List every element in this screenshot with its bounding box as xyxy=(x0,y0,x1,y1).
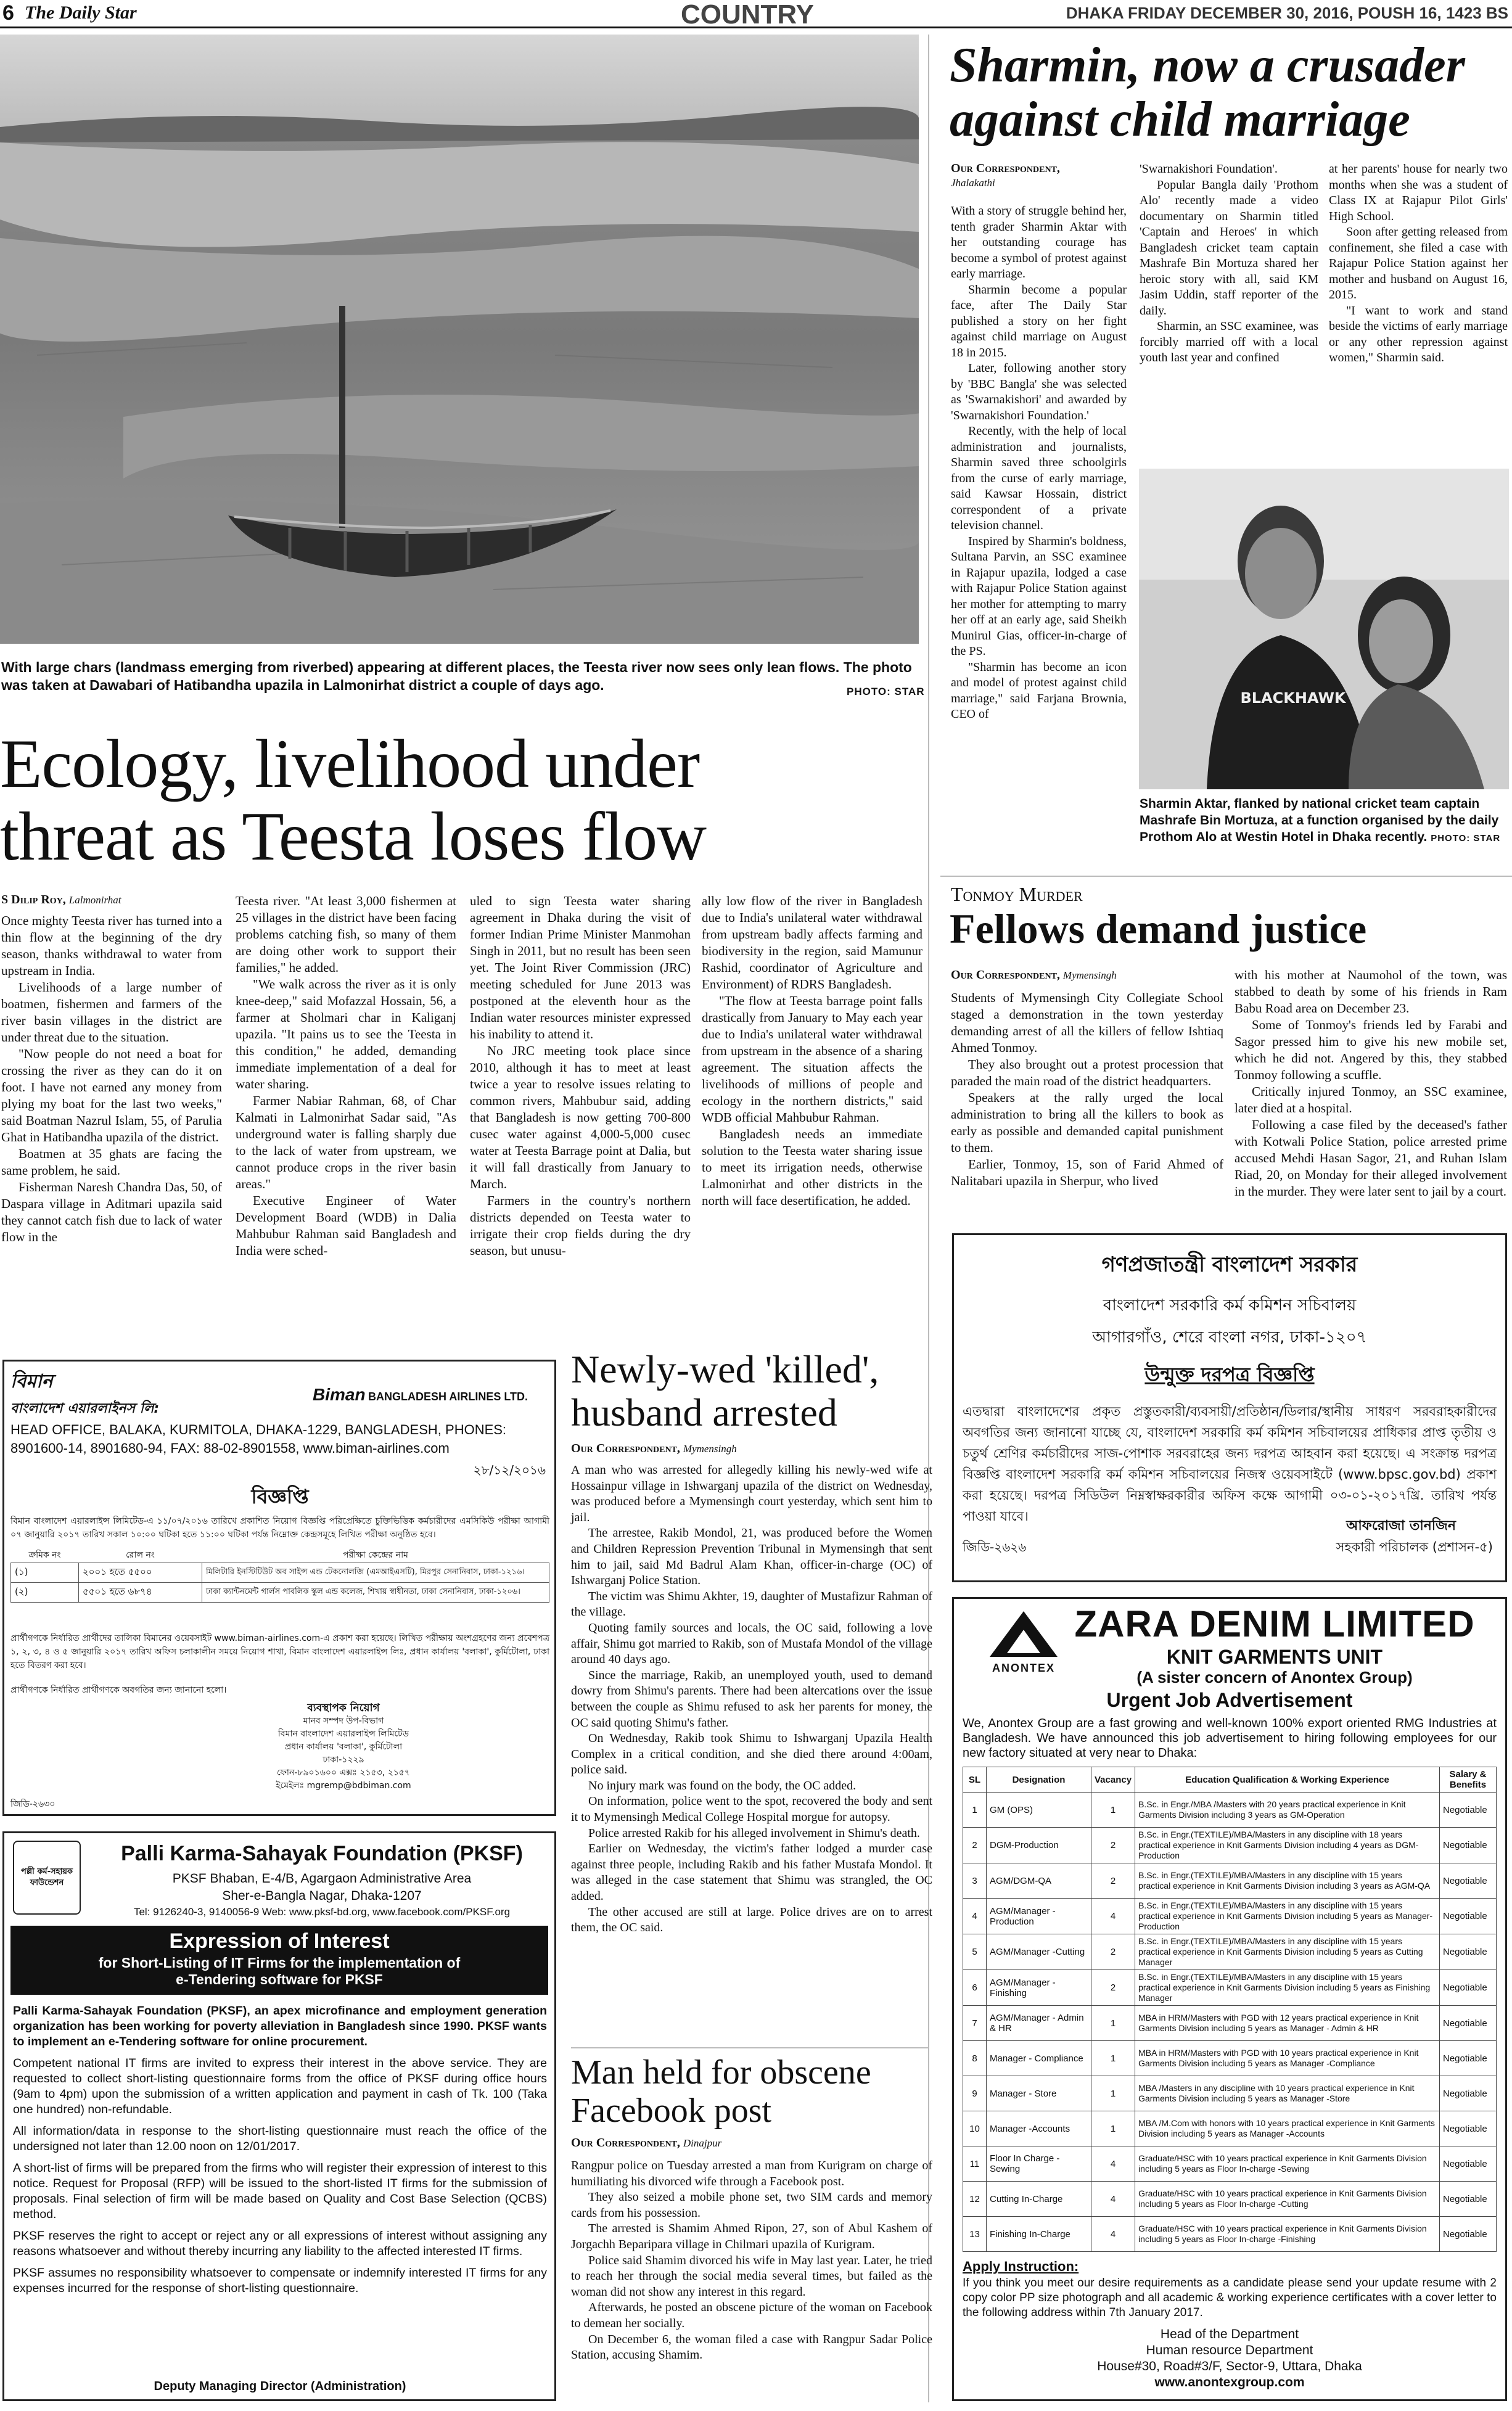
pksf-contact: Tel: 9126240-3, 9140056-9 Web: www.pksf-bd.org, www.facebook.com/PKSF.org xyxy=(133,1906,511,1918)
tonmoy-kicker: Tonmoy Murder xyxy=(951,883,1083,905)
tonmoy-byline xyxy=(951,967,1223,984)
table-row xyxy=(963,1934,1497,1970)
paragraph: "Sharmin has become an icon and model of protest against child marriage," said Farjana Brownia, CEO of xyxy=(951,660,1127,721)
teesta-headline xyxy=(0,728,925,873)
column-header: Education Qualification & Working Experience xyxy=(1135,1767,1440,1793)
page-number: 6 xyxy=(2,1,14,25)
paragraph: PKSF assumes no responsibility whatsoever to compensate or indemnify interested IT firms for any expenses incurred for the response of short-listing questionnaire. xyxy=(13,2266,547,2295)
table-cell: 1 xyxy=(1091,2041,1135,2076)
pksf-band-title: Expression of Interest xyxy=(169,1929,390,1953)
anontex-logo-word: ANONTEX xyxy=(992,1662,1055,1674)
facebook-byline-author: Our Correspondent, xyxy=(571,2136,680,2150)
tonmoy-col-2 xyxy=(1235,967,1507,1200)
tonmoy-byline-place: Mymensingh xyxy=(1062,969,1117,981)
teesta-photo xyxy=(0,35,919,644)
paragraph: Police said Shamim divorced his wife in May last year. Later, he tried to reach her through the social media several times, but failed as the woman did not show any interest in this regard. xyxy=(571,2253,932,2299)
table-cell: 5 xyxy=(963,1934,987,1970)
table-row xyxy=(963,2076,1497,2111)
bpsc-commission-line: বাংলাদেশ সরকারি কর্ম কমিশন সচিবালয় xyxy=(1103,1296,1357,1315)
paragraph: Since the marriage, Rakib, an unemployed youth, used to demand dowry from Shimu's parents. There had been altercations over the issue between the couple as Shimu refused to ask her parents for money, the OC said quoting Shimu's father. xyxy=(571,1668,932,1730)
sharmin-mashrafe-image xyxy=(1139,469,1509,789)
table-cell: MBA /M.Com with honors with 10 years practical experience in Knit Garments Division including 5 years as Manager -Accounts xyxy=(1135,2111,1440,2146)
table-cell: 2 xyxy=(1091,1934,1135,1970)
paragraph: Livelihoods of a large number of boatmen, fishermen and farmers of the river basin villages in the district are under threat due to the situation. xyxy=(1,980,222,1045)
biman-signer-title: ব্যবস্থাপক নিয়োগ xyxy=(307,1702,380,1714)
table-cell: ঢাকা ক্যান্টনমেন্ট গার্লস পাবলিক স্কুল এন্ড কলেজ, শিখায় স্বাধীনতা, ঢাকা সেনানিবাস, ঢাকা-১২০৬। xyxy=(202,1583,549,1603)
paragraph: Bangladesh needs an immediate solution to the Teesta water sharing issue to meet its irrigation needs, otherwise Lalmonirhat and other districts in the north will face desertification, he added. xyxy=(702,1127,922,1208)
paragraph: "I want to work and stand beside the victims of early marriage or any other repression against women," Sharmin said. xyxy=(1329,303,1508,364)
biman-date: ২৮/১২/২০১৬ xyxy=(473,1463,546,1477)
table-cell: Negotiable xyxy=(1440,1828,1497,1863)
table-cell: 2 xyxy=(1091,1828,1135,1863)
pksf-address2: Sher-e-Bangla Nagar, Dhaka-1207 xyxy=(222,1889,422,1903)
pksf-logo-text: পল্লী কর্ম-সহায়ক ফাউন্ডেশন xyxy=(21,1867,73,1887)
sharmin-byline-place: Jhalakathi xyxy=(951,177,995,189)
table-cell: Negotiable xyxy=(1440,2217,1497,2252)
biman-signer-line: ইমেইলঃ mgremp@bdbiman.com xyxy=(276,1781,411,1791)
zara-sister: (A sister concern of Anontex Group) xyxy=(1136,1668,1413,1686)
teesta-col-2 xyxy=(236,893,456,1259)
paragraph: A short-list of firms will be prepared from the firms who will register their expression of interest to this notice. Request for Proposal (RFP) will be issued to the short-listed IT firms for the submission of proposals. Final selection of firm will be made based on Quality and Cost Base Selection (QCBS) method. xyxy=(13,2161,547,2221)
sharmin-col-2 xyxy=(1140,162,1318,366)
table-cell: 1 xyxy=(963,1793,987,1828)
biman-signer-line: প্রধান কার্যালয় 'বলাকা', কুর্মিটোলা xyxy=(284,1742,403,1752)
paragraph: "Now people do not need a boat for crossing the river as they can do it on foot. I have not earned any money from plying my boat for the last two weeks," said Boatman Nazrul Islam, 55, of Parulia Ghat in Hatibandha upazila of the district. xyxy=(1,1046,222,1144)
table-cell: 9 xyxy=(963,2076,987,2111)
bpsc-govt-line: গণপ্রজাতন্ত্রী বাংলাদেশ সরকার xyxy=(1101,1252,1358,1277)
paragraph: Soon after getting released from confinement, she filed a case with Rajapur Police Station against her mother and husband on August 16, 2015. xyxy=(1329,225,1508,302)
table-cell: Negotiable xyxy=(1440,1863,1497,1899)
table-cell: Graduate/HSC with 10 years practical experience in Knit Garments Division including 5 years as Floor In-charge -Finishing xyxy=(1135,2217,1440,2252)
table-cell: 1 xyxy=(1091,2006,1135,2041)
bpsc-notice-title: উন্মুক্ত দরপত্র বিজ্ঞপ্তি xyxy=(1144,1363,1315,1386)
table-row xyxy=(963,2146,1497,2182)
newlywed-byline-author: Our Correspondent, xyxy=(571,1442,680,1455)
newlywed-body xyxy=(571,1463,932,1936)
table-cell: 12 xyxy=(963,2182,987,2217)
table-cell: AGM/Manager - Production xyxy=(987,1899,1091,1934)
paragraph: Sharmin, an SSC examinee, was forcibly married off with a local youth last year and confined xyxy=(1140,319,1318,364)
tonmoy-col-1 xyxy=(951,967,1223,1189)
sharmin-caption-text: Sharmin Aktar, flanked by national cricket team captain Mashrafe Bin Mortuza, at a function organised by the daily Prothom Alo at Westin Hotel in Dhaka recently. xyxy=(1140,797,1499,844)
zara-company: ZARA DENIM LIMITED xyxy=(1074,1603,1475,1645)
table-cell: 10 xyxy=(963,2111,987,2146)
teesta-byline-place: Lalmonirhat xyxy=(68,894,121,906)
pksf-band-sub1: for Short-Listing of IT Firms for the implementation of xyxy=(98,1955,461,1971)
biman-ref: জিডি-২৬৩০ xyxy=(10,1799,55,1809)
zara-ad xyxy=(952,1597,1507,2401)
table-cell: Negotiable xyxy=(1440,1793,1497,1828)
paragraph: Afterwards, he posted an obscene picture of the woman on Facebook to demean her socially. xyxy=(571,2301,932,2330)
table-cell: 7 xyxy=(963,2006,987,2041)
paragraph: Once mighty Teesta river has turned into a thin flow at the beginning of the dry season, thanks withdrawal to water from upstream in India. xyxy=(1,913,222,978)
sharmin-byline-author: Our Correspondent, xyxy=(951,162,1060,175)
table-cell: 13 xyxy=(963,2217,987,2252)
sharmin-photo-caption xyxy=(1140,795,1508,847)
paragraph: ally low flow of the river in Bangladesh due to India's unilateral water withdrawal from upstream badly affects farming and biodiversity in the region, said Mamunur Rashid, coordinator of Agriculture and Environment) of RDRS Bangladesh. xyxy=(702,893,922,992)
table-cell: Cutting In-Charge xyxy=(987,2182,1091,2217)
facebook-body xyxy=(571,2158,932,2364)
paragraph: No JRC meeting took place since 2010, although it has to meet at least twice a year to resolve issues relating to common rivers, Mahbubur said, adding that Bangladesh is now getting 700-800 cusec water against 4,000-5,000 cusec water at Teesta Barrage point at Dalia, but it will fall drastically from January to March. xyxy=(470,1043,691,1191)
table-cell: DGM-Production xyxy=(987,1828,1091,1863)
paragraph: Popular Bangla daily 'Prothom Alo' recently made a video documentary on Sharmin titled 'Captain and Heroes' in which Bangladesh cricket team captain Mashrafe Bin Mortuza shared her heroic story with all, said KM Jasim Uddin, staff reporter of the daily. xyxy=(1140,178,1318,318)
table-cell: MBA /Masters in any discipline with 10 years practical experience in Knit Garments Division including 5 years as Manager -Store xyxy=(1135,2076,1440,2111)
table-row xyxy=(963,2006,1497,2041)
bpsc-ad xyxy=(952,1233,1507,1582)
teesta-photo-caption: With large chars (landmass emerging from riverbed) appearing at different places, the Teesta river now sees only lean flows. The photo was taken at Dawabari of Hatibandha upazila in Lalmonirhat district a couple of days ago. xyxy=(1,659,912,693)
teesta-col-4 xyxy=(702,893,922,1209)
table-row xyxy=(963,2111,1497,2146)
sharmin-headline-line1: Sharmin, now a crusader xyxy=(950,38,1465,92)
column-header: Salary & Benefits xyxy=(1440,1767,1497,1793)
biman-ad xyxy=(2,1360,556,1816)
biman-signer-line: বিমান বাংলাদেশ এয়ারলাইন্স লিমিটেড xyxy=(277,1729,409,1739)
paragraph: Teesta river. "At least 3,000 fishermen at 25 villages in the district have been facing problems catching fish, so many of them are doing other work to support their families," he added. xyxy=(236,893,456,975)
paragraph: Earlier on Wednesday, the victim's father lodged a murder case against three people, including Rakib and his father Mustafa Mondol. It was alleged in the case statement that Shimu was strangled, the OC added. xyxy=(571,1842,932,1904)
table-cell: Floor In Charge - Sewing xyxy=(987,2146,1091,2182)
paragraph: On December 6, the woman filed a case with Rangpur Sadar Police Station, accusing Shamim. xyxy=(571,2332,932,2362)
table-cell: Manager - Compliance xyxy=(987,2041,1091,2076)
column-header: রোল নং xyxy=(126,1550,155,1560)
section-divider xyxy=(571,2047,929,2048)
table-cell: 4 xyxy=(1091,1899,1135,1934)
table-cell: Negotiable xyxy=(1440,2111,1497,2146)
pksf-signer: Deputy Managing Director (Administration) xyxy=(154,2380,406,2393)
facebook-headline-line2: Facebook post xyxy=(571,2092,772,2130)
pksf-band-sub2: e-Tendering software for PKSF xyxy=(176,1971,383,1987)
sharmin-headline-line2: against child marriage xyxy=(950,92,1410,147)
zara-apply-text: If you think you meet our desire requirements as a candidate please send your update resume with 2 copy color PP size photograph and all academic & working experience certificates with a cover letter to the following address within 7th January 2017. xyxy=(963,2277,1497,2319)
biman-logo-word: Biman xyxy=(313,1385,366,1404)
paragraph: Speakers at the rally urged the local administration to bring all the killers to book as early as possible and demanded capital punishment to them. xyxy=(951,1090,1223,1155)
teesta-headline-line2: threat as Teesta loses flow xyxy=(0,799,706,875)
paragraph: Farmers in the country's northern districts depended on Teesta water to irrigate their crop fields during the dry season, but unusu- xyxy=(470,1193,691,1258)
table-cell: Negotiable xyxy=(1440,2006,1497,2041)
paragraph: Police arrested Rakib for his alleged involvement in Shimu's death. xyxy=(588,1826,920,1840)
biman-signer-line: মানব সম্পদ উপ-বিভাগ xyxy=(303,1716,384,1726)
paragraph: PKSF reserves the right to accept or reject any or all expressions of interest without assigning any reasons whatsoever and without thereby incurring any liability to the affected interested IT firms. xyxy=(13,2229,547,2258)
paragraph: Inspired by Sharmin's boldness, Sultana Parvin, an SSC examinee in Rajapur upazila, lodged a case with Rajapur Police Station against her mother for attempting to marry her off at an early age, said Sheikh Munirul Gias, officer-in-charge of the PS. xyxy=(951,534,1127,658)
pksf-logo xyxy=(13,1841,81,1915)
paragraph: On Wednesday, Rakib took Shimu to Ishwarganj Upazila Health Complex in a critical condition, and she died there around 4:00am, police said. xyxy=(571,1731,932,1777)
table-row xyxy=(963,2182,1497,2217)
paragraph: The victim was Shimu Akhter, 19, daughter of Mustafizur Rahman of the village. xyxy=(571,1589,932,1619)
table-cell: AGM/Manager -Finishing xyxy=(987,1970,1091,2006)
table-cell: ২০০১ হতে ৫৫০০ xyxy=(79,1563,202,1583)
paragraph: Students of Mymensingh City Collegiate School staged a demonstration in the town yesterday demanding arrest of all the killers of fellow Ishtiaq Ahmed Tonmoy. xyxy=(951,990,1223,1055)
paragraph: 'Swarnakishori Foundation'. xyxy=(1140,162,1278,176)
table-cell: Negotiable xyxy=(1440,2182,1497,2217)
paragraph: Critically injured Tonmoy, an SSC examinee, later died at a hospital. xyxy=(1235,1084,1507,1115)
pksf-ad xyxy=(2,1831,556,2401)
table-cell: AGM/Manager -Cutting xyxy=(987,1934,1091,1970)
zara-urgent: Urgent Job Advertisement xyxy=(1106,1689,1353,1711)
biman-address: HEAD OFFICE, BALAKA, KURMITOLA, DHAKA-1229, BANGLADESH, PHONES: 8901600-14, 8901680-94, FAX: 88-02-8901558, www.biman-airlines.com xyxy=(10,1422,507,1456)
biman-notice-title: বিজ্ঞপ্তি xyxy=(251,1485,309,1508)
table-cell: Graduate/HSC with 10 years practical experience in Knit Garments Division including 5 years as Floor In-charge -Cutting xyxy=(1135,2182,1440,2217)
sharmin-col-1 xyxy=(951,203,1127,723)
sharmin-photo-credit: PHOTO: STAR xyxy=(1431,833,1501,844)
zara-contact-web: www.anontexgroup.com xyxy=(1154,2375,1305,2389)
table-cell: 4 xyxy=(1091,2217,1135,2252)
pksf-title-band xyxy=(10,1926,548,1995)
table-cell: Negotiable xyxy=(1440,1899,1497,1934)
table-cell: (১) xyxy=(11,1563,79,1583)
table-cell: MBA in HRM/Masters with PGD with 12 years practical experience in Knit Garments Division including 5 years as Manager - Admin & HR xyxy=(1135,2006,1440,2041)
facebook-byline-place: Dinajpur xyxy=(683,2137,722,2149)
masthead xyxy=(0,0,1512,28)
paragraph: Later, following another story by 'BBC Bangla' she was selected as 'Swarnakishori' and awarded by 'Swarnakishori Foundation.' xyxy=(951,361,1127,422)
table-cell: 1 xyxy=(1091,1793,1135,1828)
shirt-text: BLACKHAWK xyxy=(1240,689,1346,707)
paragraph: uled to sign Teesta water sharing agreement in Dhaka during the visit of former Indian Prime Minister Manmohan Singh in 2011, but no result has been seen yet. The Joint River Commission (JRC) meeting scheduled for June 2013 was postponed at the eleventh hour as the Indian water resources minister expressed his inability to attend it. xyxy=(470,893,691,1041)
biman-logo xyxy=(10,1366,159,1421)
table-cell: 1 xyxy=(1091,2076,1135,2111)
table-cell: 6 xyxy=(963,1970,987,2006)
table-cell: AGM/Manager - Admin & HR xyxy=(987,2006,1091,2041)
paragraph: They also brought out a protest procession that paraded the main road of the district headquarters. xyxy=(951,1057,1223,1088)
table-cell: B.Sc. in Engr./MBA /Masters with 20 years practical experience in Knit Garments Division including 3 years as GM-Operation xyxy=(1135,1793,1440,1828)
table-row xyxy=(963,1828,1497,1863)
zara-contact-line2: Human resource Department xyxy=(1146,2343,1313,2357)
section-divider xyxy=(940,876,1512,877)
paragraph: Rangpur police on Tuesday arrested a man from Kurigram on charge of humiliating his divorced wife through a Facebook post. xyxy=(571,2159,932,2188)
sharmin-col-3 xyxy=(1329,162,1508,366)
column-header: ক্রমিক নং xyxy=(28,1550,61,1560)
column-header: SL xyxy=(963,1767,987,1793)
tonmoy-headline: Fellows demand justice xyxy=(950,905,1367,952)
table-cell: B.Sc. in Engr.(TEXTILE)/MBA/Masters in any discipline with 15 years practical experience in Knit Garments Division including 3 years as AGM-QA xyxy=(1135,1863,1440,1899)
paragraph: Sharmin become a popular face, after The Daily Star published a story on her fight against child marriage on August 18 in 2015. xyxy=(951,282,1127,359)
teesta-byline-author: S Dilip Roy, xyxy=(1,893,66,906)
paragraph: "The flow at Teesta barrage point falls drastically from January to May each year due to India's unilateral water withdrawal from upstream in the absence of a sharing agreement. The situation affects the livelihoods of millions of people and ecology in the northern districts," said WDB official Mahbubur Rahman. xyxy=(702,993,922,1125)
paragraph: Fisherman Naresh Chandra Das, 50, of Daspara village in Aditmari upazila said they cannot catch fish due to lack of water flow in the xyxy=(1,1180,222,1244)
table-cell: 8 xyxy=(963,2041,987,2076)
section-name: COUNTRY xyxy=(681,0,814,30)
biman-body3: প্রার্থীগণকে নির্ধারিত প্রার্থীগণকে অবগতির জন্য জানানো হলো। xyxy=(10,1685,227,1695)
paragraph: The other accused are still at large. Police drives are on to arrest them, the OC said. xyxy=(571,1905,932,1935)
biman-logo-bn: বিমান xyxy=(10,1371,53,1392)
teesta-headline-line1: Ecology, livelihood under xyxy=(0,726,700,802)
paragraph: The arrestee, Rakib Mondol, 21, was produced before the Women and Children Repression Prevention Tribunal in Mymensingh that sent him to jail, said Md Badrul Alam Khan, officer-in-charge (OC) of Ishwarganj Police Station. xyxy=(571,1526,932,1588)
dateline: DHAKA FRIDAY DECEMBER 30, 2016, POUSH 16, 1423 BS xyxy=(1066,4,1508,22)
paragraph: They also seized a mobile phone set, two SIM cards and memory cards from his possession. xyxy=(571,2190,932,2220)
biman-logo-sub: BANGLADESH AIRLINES LTD. xyxy=(368,1390,528,1403)
newlywed-headline-line1: Newly-wed 'killed', xyxy=(571,1347,879,1391)
table-header-row xyxy=(11,1548,549,1563)
table-row xyxy=(11,1583,549,1603)
sharmin-photo xyxy=(1139,469,1509,789)
table-row xyxy=(963,1970,1497,2006)
bpsc-signer-name: আফরোজা তানজিন xyxy=(1346,1518,1456,1534)
table-header-row xyxy=(963,1767,1497,1793)
zara-jobs-table xyxy=(963,1767,1497,2252)
table-cell: 4 xyxy=(1091,2182,1135,2217)
table-row xyxy=(963,1863,1497,1899)
biman-logo-bn2: বাংলাদেশ এয়ারলাইনস লি: xyxy=(10,1401,160,1416)
pksf-address1: PKSF Bhaban, E-4/B, Agargaon Administrative Area xyxy=(172,1871,472,1886)
table-cell: 2 xyxy=(1091,1863,1135,1899)
sharmin-byline xyxy=(951,162,1124,190)
table-cell: Manager -Accounts xyxy=(987,2111,1091,2146)
paragraph: with his mother at Naumohol of the town, was stabbed to death by some of his friends in Ram Babu Road area on December 23. xyxy=(1235,967,1507,1016)
paragraph: A man who was arrested for allegedly killing his newly-wed wife at Hossainpur village in Ishwarganj upazila of the district on Wednesday, was produced before a Mymensingh court yesterday, which sent him to jail. xyxy=(571,1463,932,1524)
paragraph: Following a case filed by the deceased's father with Kotwali Police Station, police arrested prime accused Mehdi Hasan Sagor, 21, and Ruhan Islam Riad, 20, on Monday for their alleged involvement in the murder. They were later sent to jail by a court. xyxy=(1235,1117,1507,1199)
paragraph: Competent national IT firms are invited to express their interest in the above service. They are requested to collect short-listing questionnaire forms from the office of PKSF during office hours (9am to 4pm) upon the submission of a written application and payment in cash of Tk. 100 (Taka one hundred) non-refundable. xyxy=(13,2056,547,2116)
facebook-headline-line1: Man held for obscene xyxy=(571,2053,871,2092)
table-cell: 4 xyxy=(963,1899,987,1934)
biman-body1: বিমান বাংলাদেশ এয়ারলাইন্স লিমিটেড-এ ১১/০৭/২০১৬ তারিখে প্রকাশিত নিয়োগ বিজ্ঞপ্তি পরিপ্রেক্ষিতে চুক্তিভিত্তিক কর্মচারীদের এমসিকিউ পরীক্ষা আগামী ০৭ জানুয়ারি ২০১৭ তারিখ সকাল ১০:০০ ঘটিকা হতে ১১:০০ ঘটিকা পর্যন্ত নিম্নোক্ত কেন্দ্রসমূহে লিখিত পরীক্ষা অনুষ্ঠিত হবে। xyxy=(10,1516,549,1540)
column-header: পরীক্ষা কেন্দ্রের নাম xyxy=(343,1550,408,1560)
newlywed-headline xyxy=(571,1348,929,1434)
biman-body2: প্রার্থীগণকে নির্ধারিত প্রার্থীদের তালিকা বিমানের ওয়েবসাইট www.biman-airlines.com-এ প্রকাশ করা হয়েছে। লিখিত পরীক্ষায় অংশগ্রহণের জন্য প্রবেশপত্র ১, ২, ৩, ৪ ও ৫ জানুয়ারি ২০১৭ তারিখ অফিস চলাকালীন সময়ে নিয়োগ শাখা, বিমান বাংলাদেশ এয়ারলাইন্স লিঃ, প্রধান কার্যালয় 'বলাকা', কুর্মিটোলা, ঢাকা হতে বিতরণ করা হবে। xyxy=(10,1633,549,1670)
table-cell: 3 xyxy=(963,1863,987,1899)
paragraph: at her parents' house for nearly two months when she was a student of Class IX at Rajapur Pilot Girls' High School. xyxy=(1329,162,1508,223)
table-cell: B.Sc. in Engr.(TEXTILE)/MBA/Masters in any discipline with 15 years practical experience in Knit Garments Division including 5 years as Manager-Production xyxy=(1135,1899,1440,1934)
paragraph: Recently, with the help of local administration and journalists, Sharmin saved three schoolgirls from the curse of early marriage, said Kawsar Hossain, district correspondent of a private television channel. xyxy=(951,424,1127,532)
table-cell: Negotiable xyxy=(1440,1970,1497,2006)
paragraph: Farmer Nabiar Rahman, 68, of Char Kalmati in Lalmonirhat Sadar said, "As underground water is falling sharply due to the lack of water from upstream, we cannot produce crops in the river basin areas." xyxy=(236,1093,456,1191)
biman-signer-line: ঢাকা-১২২৯ xyxy=(323,1755,364,1765)
newlywed-headline-line2: husband arrested xyxy=(571,1390,837,1434)
paragraph: Boatmen at 35 ghats are facing the same problem, he said. xyxy=(1,1146,222,1178)
table-row xyxy=(11,1563,549,1583)
table-cell: MBA in HRM/Masters with PGD with 10 years practical experience in Knit Garments Division including 5 years as Manager -Compliance xyxy=(1135,2041,1440,2076)
pksf-body xyxy=(13,2003,547,2296)
biman-center-table xyxy=(10,1548,549,1603)
biman-signer-line: ফোন-৮৯০১৬০০ এক্সঃ ২১৫৩, ২১৫৭ xyxy=(277,1768,410,1778)
paragraph: Some of Tonmoy's friends led by Farabi and Sagor pressed him to give his new mobile set, which he did not. Angered by this, they stabbed Tonmoy following a scuffle. xyxy=(1235,1017,1507,1082)
paper-name: The Daily Star xyxy=(25,2,137,23)
biman-signer xyxy=(232,1702,454,1793)
table-cell: Finishing In-Charge xyxy=(987,2217,1091,2252)
paragraph: On information, police went to the spot, recovered the body and sent it to Mymensingh Medical College Hospital morgue for autopsy. xyxy=(571,1794,932,1825)
table-row xyxy=(963,1793,1497,1828)
table-cell: GM (OPS) xyxy=(987,1793,1091,1828)
table-cell: Negotiable xyxy=(1440,2076,1497,2111)
facebook-byline xyxy=(571,2136,721,2150)
river-boat-image xyxy=(0,35,919,644)
teesta-byline xyxy=(1,893,121,907)
biman-logo-en xyxy=(313,1385,528,1405)
paragraph: With a story of struggle behind her, tenth grader Sharmin Aktar with her outstanding courage has become a symbol of protest against early marriage. xyxy=(951,204,1127,281)
paragraph: Executive Engineer of Water Development Board (WDB) in Dalia Mahbubur Rahman said Bangladesh and India were sched- xyxy=(236,1193,456,1258)
table-cell: 11 xyxy=(963,2146,987,2182)
table-cell: 1 xyxy=(1091,2111,1135,2146)
paragraph: Palli Karma-Sahayak Foundation (PKSF), an apex microfinance and employment generation organization has been working for poverty alleviation in Bangladesh since 1990. PKSF wants to implement an e-Tendering software for online procurement. xyxy=(13,2004,547,2048)
column-header: Designation xyxy=(987,1767,1091,1793)
teesta-col-3 xyxy=(470,893,691,1259)
table-row xyxy=(963,1899,1497,1934)
bpsc-signer-title: সহকারী পরিচালক (প্রশাসন-৫) xyxy=(1336,1540,1493,1555)
facebook-headline xyxy=(571,2053,929,2130)
zara-contact-line1: Head of the Department xyxy=(1160,2327,1299,2341)
paragraph: No injury mark was found on the body, the OC added. xyxy=(588,1778,857,1793)
table-cell: Negotiable xyxy=(1440,2041,1497,2076)
table-cell: 4 xyxy=(1091,2146,1135,2182)
bpsc-ref: জিডি-২৬২৬ xyxy=(963,1540,1027,1555)
table-cell: B.Sc. in Engr.(TEXTILE)/MBA/Masters in any discipline with 18 years practical experience in Knit Garments Division including 4 years as DGM-Production xyxy=(1135,1828,1440,1863)
table-cell: AGM/DGM-QA xyxy=(987,1863,1091,1899)
zara-apply-title: Apply Instruction: xyxy=(963,2259,1079,2274)
table-cell: Manager - Store xyxy=(987,2076,1091,2111)
zara-contact xyxy=(954,2327,1505,2391)
column-header: Vacancy xyxy=(1091,1767,1135,1793)
table-cell: মিলিটারি ইনস্টিটিউট অব সাইন্স এন্ড টেকনোলজি (এমআইএসটি), মিরপুর সেনানিবাস, ঢাকা-১২১৬। xyxy=(202,1563,549,1583)
zara-unit: KNIT GARMENTS UNIT xyxy=(1166,1646,1383,1668)
pksf-name: Palli Karma-Sahayak Foundation (PKSF) xyxy=(121,1842,523,1865)
table-cell: Graduate/HSC with 10 years practical experience in Knit Garments Division including 5 years as Floor In-charge -Sewing xyxy=(1135,2146,1440,2182)
table-row xyxy=(963,2217,1497,2252)
table-cell: B.Sc. in Engr.(TEXTILE)/MBA/Masters in any discipline with 15 years practical experience in Knit Garments Division including 5 years as Cutting Manager xyxy=(1135,1934,1440,1970)
table-cell: (২) xyxy=(11,1583,79,1603)
sharmin-headline xyxy=(950,38,1512,147)
table-cell: ৫৫০১ হতে ৬৮৭৪ xyxy=(79,1583,202,1603)
paragraph: Quoting family sources and locals, the OC said, following a love affair, Shimu got married to Rakib, son of Mustafa Mondol of the village around 40 days ago. xyxy=(571,1620,932,1667)
zara-contact-line3: House#30, Road#3/F, Sector-9, Uttara, Dhaka xyxy=(1097,2359,1362,2373)
table-cell: Negotiable xyxy=(1440,1934,1497,1970)
table-cell: 2 xyxy=(963,1828,987,1863)
bpsc-notice-body: এতদ্বারা বাংলাদেশের প্রকৃত প্রস্তুতকারী/ব্যবসায়ী/প্রতিষ্ঠান/ডিলার/স্থানীয় সাধরণ সরবরাহকারীদের অবগতির জন্য জানানো যাচ্ছে যে, বাংলাদেশ সরকারি কর্ম কমিশন সচিবালয়ের প্রাধিকার প্রাপ্ত তৃতীয় ও চতুর্থ শ্রেণির কর্মচারীদের সাজ-পোশাক সরবরাহের জন্য দরপত্র আহবান করা হয়েছে। এ সংক্রান্ত দরপত্র বিজ্ঞপ্তি বাংলাদেশ সরকারি কর্ম কমিশন সচিবালয়ের নিজস্ব ওয়েবসাইটে (www.bpsc.gov.bd) প্রকাশ করা হয়েছে। দরপত্র সিডিউল নিম্নস্বাক্ষরকারীর অফিস কক্ষে আগামী ০৩-০১-২০১৭খ্রি. তারিখ পর্যন্ত পাওয়া যাবে। xyxy=(963,1404,1497,1524)
paragraph: Earlier, Tonmoy, 15, son of Farid Ahmed of Nalitabari upazila in Sherpur, who lived xyxy=(951,1157,1223,1188)
tonmoy-byline-author: Our Correspondent, xyxy=(951,968,1060,982)
table-cell: B.Sc. in Engr.(TEXTILE)/MBA/Masters in any discipline with 15 years practical experience in Knit Garments Division including 5 years as Finishing Manager xyxy=(1135,1970,1440,2006)
table-cell: 2 xyxy=(1091,1970,1135,2006)
paragraph: All information/data in response to the short-listing questionnaire must reach the office of the undersigned not later than 12.00 noon on 12/01/2017. xyxy=(13,2124,547,2153)
table-row xyxy=(963,2041,1497,2076)
zara-intro: We, Anontex Group are a fast growing and well-known 100% export oriented RMG Industries at Bangladesh. We have announced this job advertisement to hiring following employees for our new factory situated at very near to Dhaka: xyxy=(963,1717,1497,1760)
teesta-col-1 xyxy=(1,913,222,1246)
paragraph: "We walk across the river as it is only knee-deep," said Mofazzal Hossain, 56, a farmer at Sholmari char in Kaliganj upazila. "It pains us to see the Teesta in this condition," he added, demanding immediate implementation of a deal for water sharing. xyxy=(236,977,456,1091)
newlywed-byline xyxy=(571,1442,737,1456)
newlywed-byline-place: Mymensingh xyxy=(683,1443,737,1455)
table-cell: Negotiable xyxy=(1440,2146,1497,2182)
paragraph: The arrested is Shamim Ahmed Ripon, 27, son of Abul Kashem of Jorgachh Beparipara village in Chilmari upazila of Kurigram. xyxy=(571,2222,932,2251)
bpsc-address-line: আগারগাঁও, শেরে বাংলা নগর, ঢাকা-১২০৭ xyxy=(1092,1328,1367,1347)
teesta-photo-credit: PHOTO: STAR xyxy=(847,686,925,697)
